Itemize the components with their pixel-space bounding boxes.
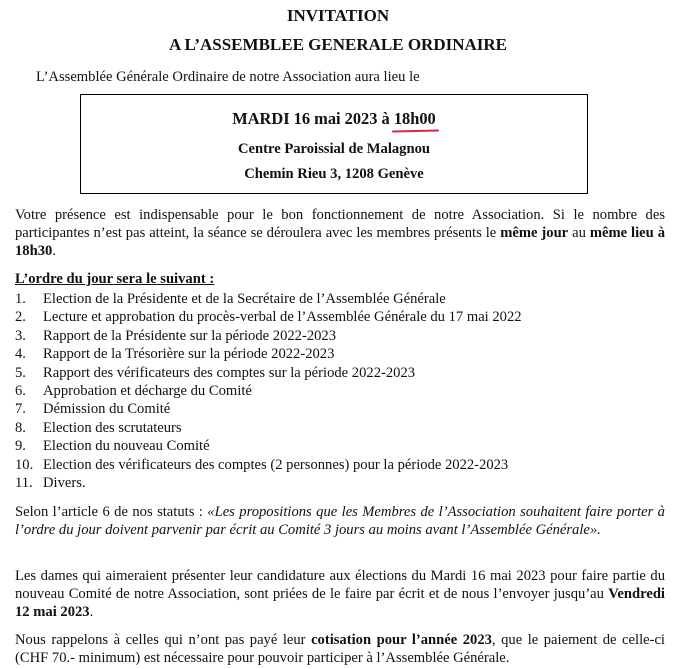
fee-text: Nous rappelons à celles qui n’ont pas payé leur (15, 632, 312, 648)
presence-text: Votre présence est indispensable pour le bon fonctionnement de notre Association. Si le nombre des participantes n’est pas atteint, la séance se déroulera avec les membres présents le (15, 207, 665, 241)
meeting-date: MARDI 16 mai 2023 à (232, 109, 390, 128)
agenda-item-number: 5. (15, 364, 26, 381)
agenda-item-number: 6. (15, 382, 26, 399)
agenda-item-number: 4. (15, 346, 26, 363)
agenda-item-number: 2. (15, 309, 26, 326)
agenda-item (15, 308, 522, 326)
presence-text-end: . (52, 243, 56, 259)
agenda-item-text: Rapport des vérificateurs des comptes sur la période 2022-2023 (43, 364, 416, 381)
meeting-date-line (81, 109, 587, 129)
agenda-item-text: Election des vérificateurs des comptes (2 personnes) pour la période 2022-2023 (43, 456, 509, 473)
statutes-paragraph (15, 503, 665, 539)
agenda-item (15, 419, 522, 437)
presence-same-day: même jour (500, 225, 569, 241)
agenda-item (15, 290, 522, 308)
agenda-item-text: Rapport de la Trésorière sur la période 2022-2023 (43, 346, 335, 363)
agenda-item-text: Rapport de la Présidente sur la période 2022-2023 (43, 327, 337, 344)
agenda-item (15, 382, 522, 400)
agenda-item-number: 8. (15, 419, 26, 436)
statutes-quote: «Les propositions que les Membres de l’Association souhaitent faire porter à l’ordre du jour doivent parvenir par écrit au Comité 3 jours au moins avant l’Assemblée Générale». (15, 504, 665, 538)
fee-year: cotisation pour l’année 2023 (311, 632, 492, 648)
agenda-item (15, 437, 522, 455)
agenda-list (15, 290, 522, 492)
meeting-address: Chemin Rieu 3, 1208 Genève (244, 166, 424, 182)
title-invitation: INVITATION (286, 6, 390, 25)
agenda-item (15, 400, 522, 418)
presence-same-place: même lieu à 18h30 (15, 225, 665, 259)
agenda-title: L’ordre du jour sera le suivant : (15, 271, 215, 287)
agenda-item (15, 364, 522, 382)
candidates-text: Les dames qui aimeraient présenter leur candidature aux élections du Mardi 16 mai 2023 pour faire partie du nouveau Comité de notre Association, sont priées de le faire par écrit et de nous l’envoyer jusqu’au (15, 568, 665, 602)
agenda-item-number: 1. (15, 291, 26, 307)
agenda-item-text: Démission du Comité (43, 401, 171, 418)
candidates-text-end: . (89, 604, 94, 620)
fee-paragraph (15, 631, 665, 667)
fee-text-end: , que le paiement de celle-ci (CHF 70.- minimum) est nécessaire pour pouvoir participer à l’Assemblée Générale. (15, 632, 665, 666)
agenda-item-text: Election des scrutateurs (43, 419, 182, 436)
agenda-item-text: Election du nouveau Comité (43, 438, 210, 455)
presence-paragraph (15, 206, 665, 260)
agenda-item-number: 3. (15, 327, 26, 344)
meeting-details-box (80, 94, 588, 194)
agenda-item-text: Approbation et décharge du Comité (43, 382, 252, 399)
candidates-deadline: Vendredi 12 mai 2023 (15, 586, 665, 620)
agenda-item-number: 10. (15, 456, 34, 473)
agenda-item-number: 9. (15, 438, 26, 455)
agenda-item (15, 327, 522, 345)
agenda-item (15, 345, 522, 363)
agenda-item-text: Lecture et approbation du procès-verbal de l’Assemblée Générale du 17 mai 2022 (43, 309, 522, 326)
presence-text-mid: au (568, 225, 590, 241)
statutes-lead: Selon l’article 6 de nos statuts : (15, 504, 208, 520)
agenda-item-number: 7. (15, 401, 26, 418)
meeting-time: 18h00 (393, 109, 436, 128)
title-assembly: A L’ASSEMBLEE GENERALE ORDINAIRE (168, 35, 508, 54)
agenda-item (15, 474, 522, 492)
agenda-item-text: Divers. (43, 474, 86, 491)
intro-sentence: L’Assemblée Générale Ordinaire de notre Association aura lieu le (36, 69, 420, 85)
agenda-item-number: 11. (15, 474, 33, 491)
candidates-paragraph (15, 567, 665, 621)
meeting-venue: Centre Paroissial de Malagnou (237, 141, 430, 157)
agenda-item-text: Election de la Présidente et de la Secrétaire de l’Assemblée Générale (43, 291, 446, 307)
agenda-item (15, 456, 522, 474)
